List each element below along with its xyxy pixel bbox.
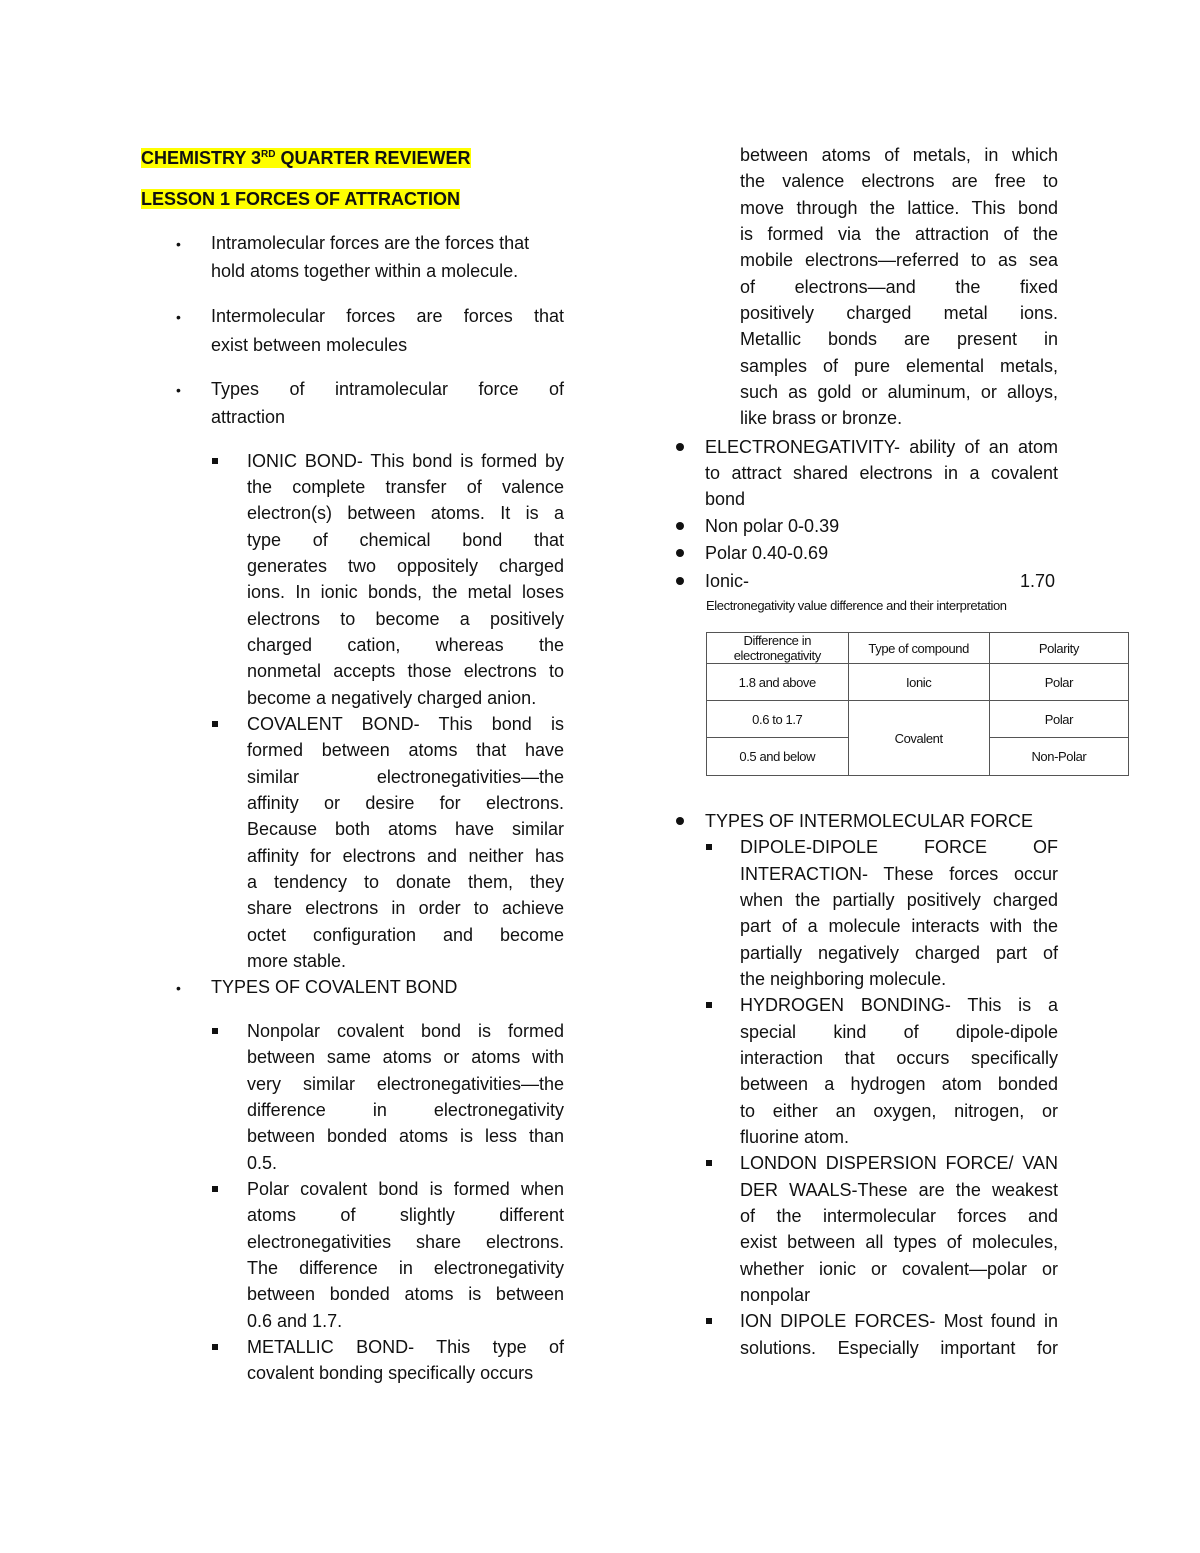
- table-cell: 1.8 and above: [707, 664, 849, 701]
- square-bullet-icon: [706, 1002, 712, 1008]
- table-caption: Electronegativity value difference and their interpretation: [706, 598, 1007, 613]
- bullet-icon: •: [176, 309, 181, 325]
- square-bullet-icon: [212, 458, 218, 464]
- bullet-icon: [676, 549, 684, 557]
- square-bullet-icon: [706, 844, 712, 850]
- square-bullet-icon: [212, 721, 218, 727]
- nonpolar-range: Non polar 0-0.39: [705, 516, 840, 536]
- types-intermolecular-heading: TYPES OF INTERMOLECULAR FORCE: [705, 811, 1034, 831]
- table-header: Polarity: [989, 633, 1128, 664]
- square-bullet-icon: [212, 1028, 218, 1034]
- ionic-range-value: 1.70: [1020, 571, 1056, 591]
- table-cell: Polar: [989, 701, 1128, 738]
- bullet-icon: •: [176, 980, 181, 996]
- table-header: Type of compound: [848, 633, 989, 664]
- table-header-row: [707, 633, 1129, 664]
- bullet-icon: [676, 522, 684, 530]
- table-cell: Polar: [989, 664, 1128, 701]
- lesson-heading: LESSON 1 FORCES OF ATTRACTION: [141, 189, 461, 209]
- table-cell: 0.6 to 1.7: [707, 701, 849, 738]
- table-row: [707, 701, 1129, 738]
- bullet-icon: [676, 817, 684, 825]
- polar-range: Polar 0.40-0.69: [705, 543, 829, 563]
- table-header: Difference in electronegativity: [707, 633, 849, 664]
- electronegativity-table: [706, 632, 1129, 776]
- square-bullet-icon: [212, 1344, 218, 1350]
- table-cell: Non-Polar: [989, 738, 1128, 776]
- page-title: CHEMISTRY 3RD QUARTER REVIEWER: [141, 148, 471, 168]
- bullet-icon: •: [176, 236, 181, 252]
- table-cell: Covalent: [848, 701, 989, 776]
- square-bullet-icon: [706, 1160, 712, 1166]
- table-row: [707, 664, 1129, 701]
- square-bullet-icon: [706, 1318, 712, 1324]
- square-bullet-icon: [212, 1186, 218, 1192]
- bullet-icon: [676, 577, 684, 585]
- bullet-icon: •: [176, 382, 181, 398]
- ionic-range-label: Ionic-: [705, 571, 750, 591]
- types-covalent-heading: TYPES OF COVALENT BOND: [211, 977, 458, 997]
- table-cell: Ionic: [848, 664, 989, 701]
- bullet-icon: [676, 443, 684, 451]
- table-cell: 0.5 and below: [707, 738, 849, 776]
